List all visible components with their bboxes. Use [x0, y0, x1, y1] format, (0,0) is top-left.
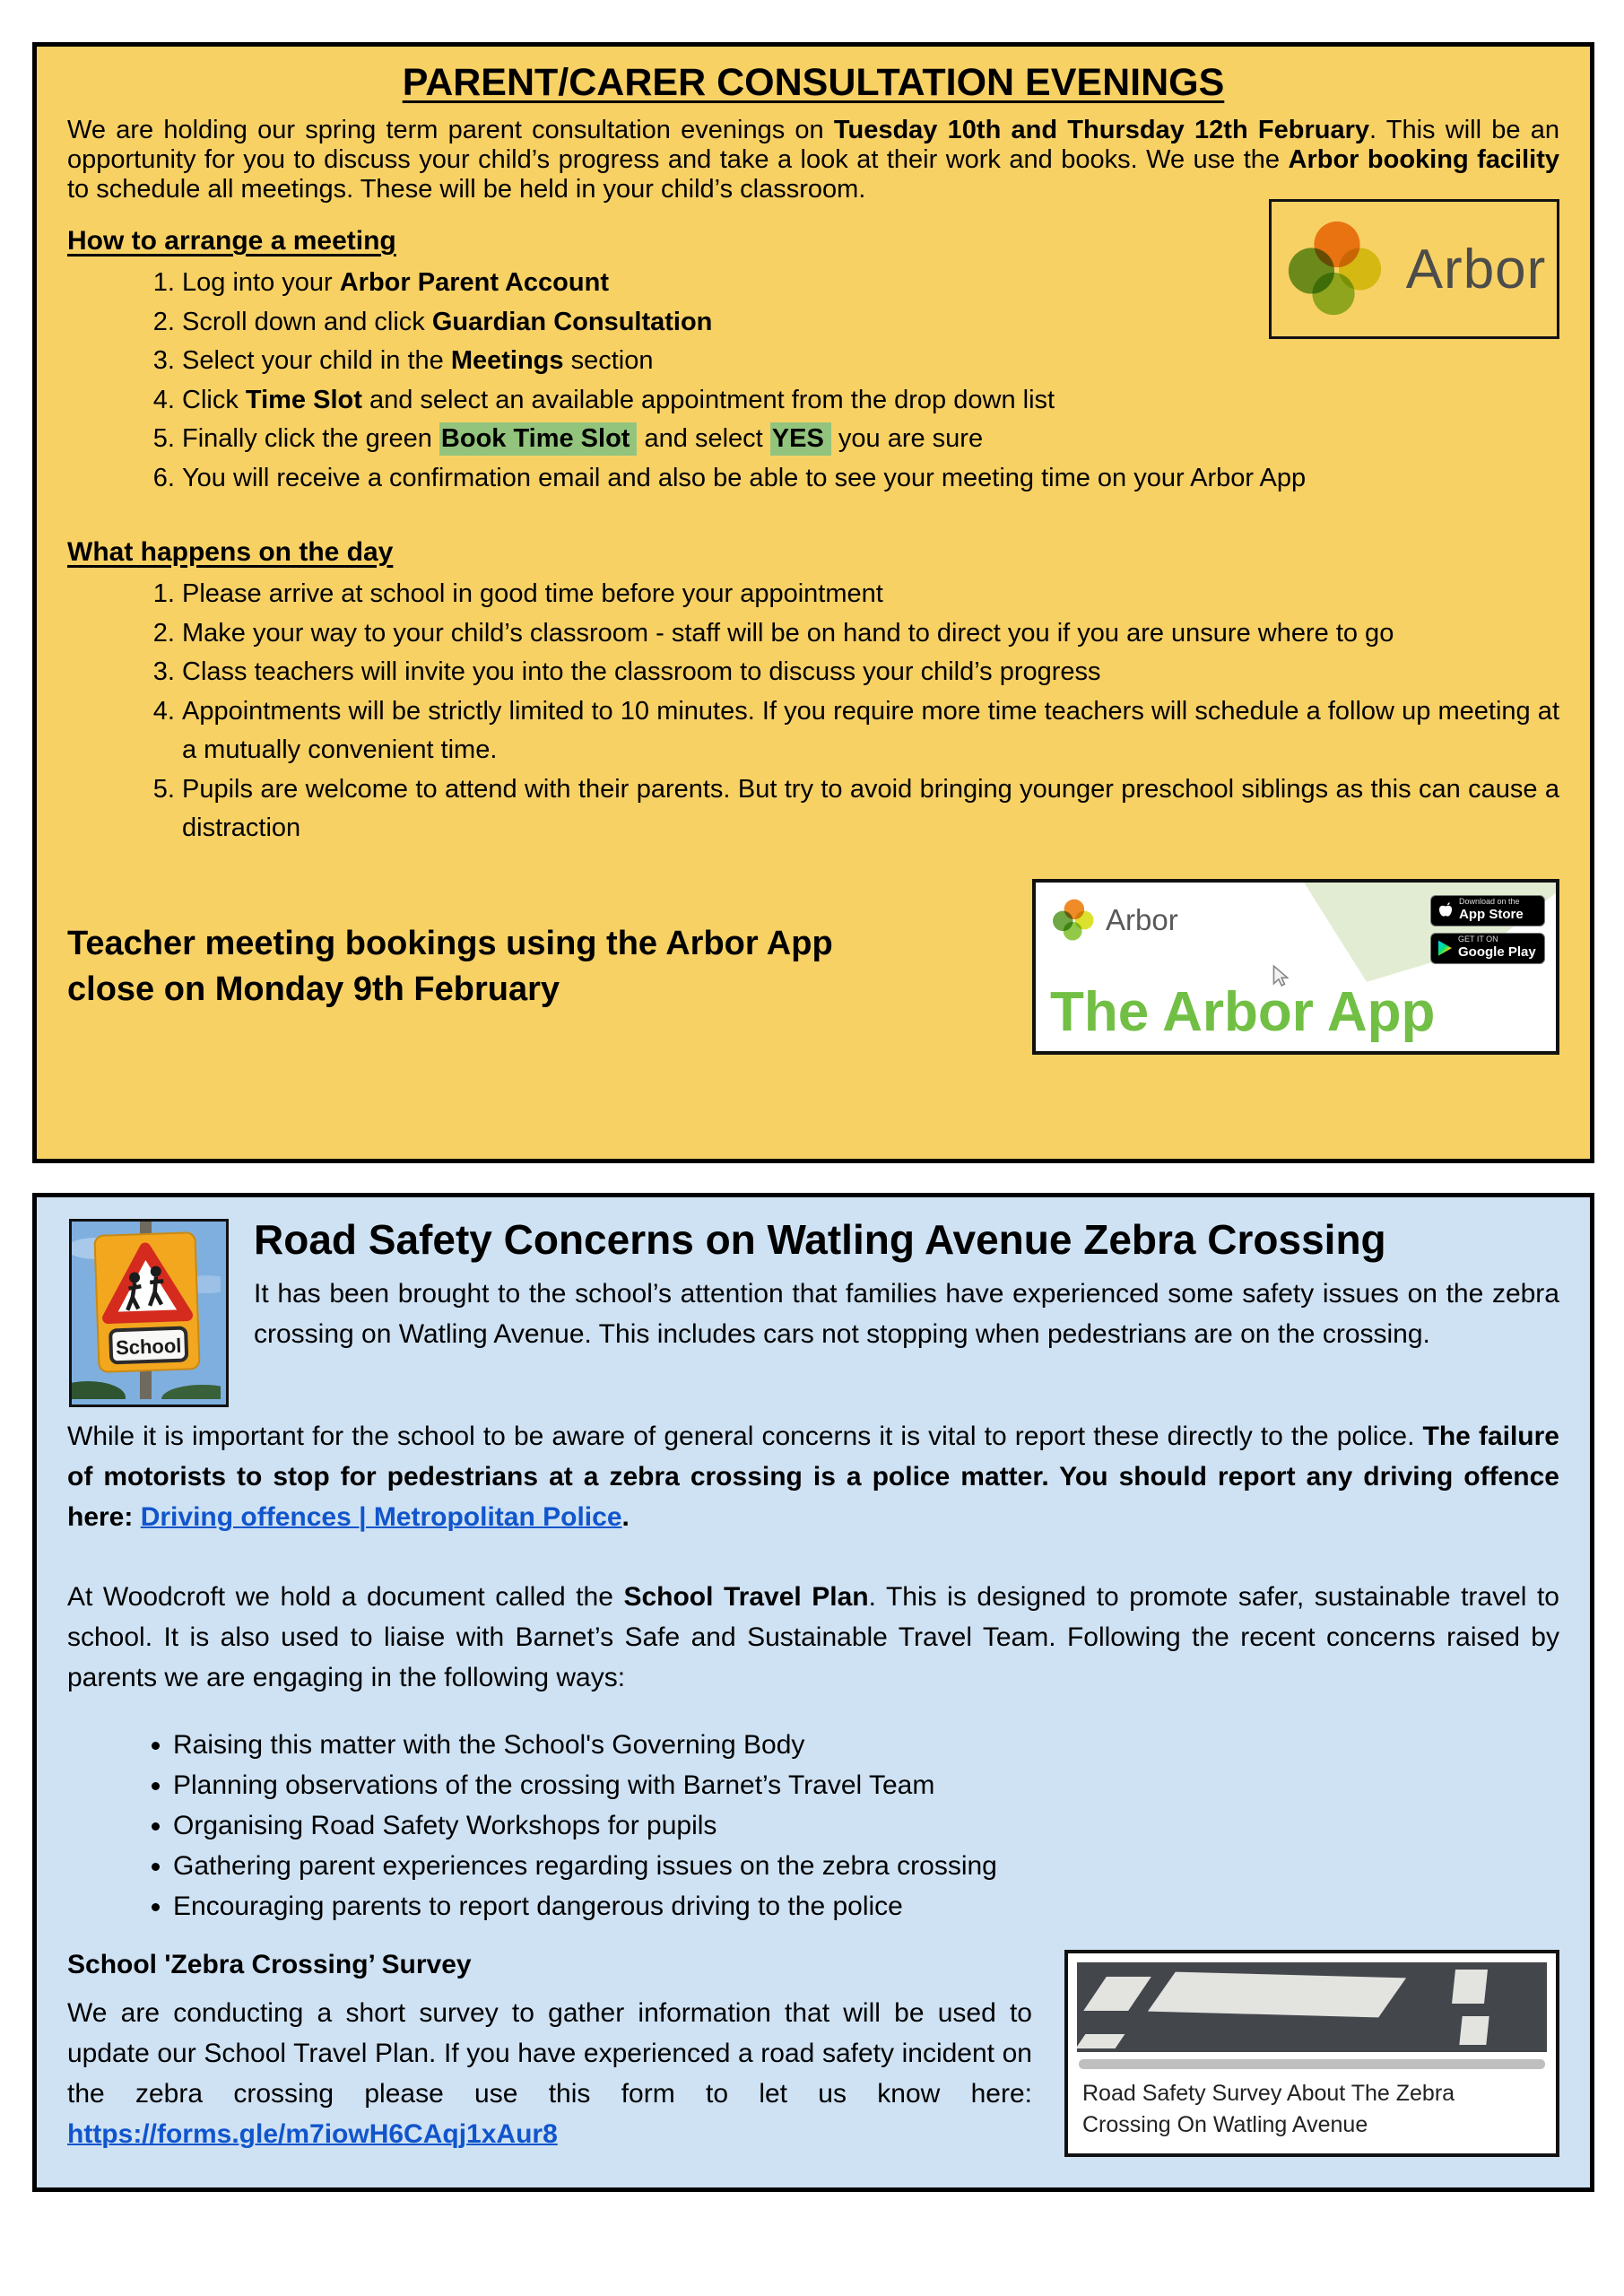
survey-heading: School 'Zebra Crossing’ Survey	[67, 1950, 472, 1979]
survey-card-caption: Road Safety Survey About The Zebra Crossing On Watling Avenue	[1082, 2081, 1455, 2137]
run: section	[563, 346, 654, 376]
list-item	[182, 342, 1559, 381]
list-item: 4. Appointments will be strictly limited to 10 minutes. If you require more time teachers will schedule a follow up meeting at a mutually convenient time.	[182, 692, 1559, 770]
intro-arbor-bold: Arbor booking facility	[1288, 145, 1559, 175]
met-police-link[interactable]: Driving offences | Metropolitan Police	[140, 1502, 622, 1532]
list-item: • Organising Road Safety Workshops for pupils	[173, 1805, 1559, 1846]
list-item: 5. Pupils are welcome to attend with their parents. But try to avoid bringing younger preschool siblings as this can cause a distraction	[182, 770, 1559, 848]
survey-row	[67, 1950, 1559, 2157]
yes-highlight: YES	[770, 422, 831, 456]
run: While it is important for the school to be aware of general concerns it is vital to report these directly to the police.	[67, 1422, 1423, 1451]
google-play-icon	[1438, 941, 1452, 956]
run-bold: Arbor Parent Account	[339, 268, 609, 298]
list-item: • Planning observations of the crossing with Barnet’s Travel Team	[173, 1765, 1559, 1805]
intro-run: to schedule all meetings. These will be held in your child’s classroom.	[67, 175, 866, 204]
survey-form-link[interactable]: https://forms.gle/m7iowH6CAqj1xAur8	[67, 2119, 558, 2149]
road-safety-intro: It has been brought to the school’s attention that families have experienced some safety issues on the zebra crossing on Watling Avenue. This includes cars not stopping when pedestrians are on the crossing.	[254, 1278, 1559, 1349]
consultation-section	[32, 42, 1594, 1163]
list-item: 3. Class teachers will invite you into the classroom to discuss your child’s progress	[182, 653, 1559, 692]
list-item	[182, 459, 1559, 499]
badge-caption: Download on the	[1459, 897, 1520, 907]
road-safety-title: Road Safety Concerns on Watling Avenue Zebra Crossing	[254, 1216, 1386, 1263]
zebra-stripe	[1452, 1970, 1488, 2004]
arbor-logo-icon	[1282, 216, 1388, 322]
arbor-wordmark: Arbor	[1106, 902, 1178, 936]
run-bold: School Travel Plan	[623, 1582, 869, 1612]
arbor-app-banner	[1032, 879, 1559, 1055]
store-badges	[1430, 895, 1545, 964]
school-crossing-sign-icon	[72, 1222, 221, 1399]
on-day-block	[67, 530, 1559, 848]
consultation-intro	[67, 116, 1559, 204]
arbor-app-logo	[1050, 897, 1178, 944]
apple-icon	[1438, 902, 1453, 919]
zebra-stripe	[1083, 1977, 1151, 2011]
run: and select	[637, 424, 770, 454]
arbor-logo-icon	[1050, 897, 1097, 944]
road-safety-section	[32, 1193, 1594, 2192]
badge-label: Google Play	[1458, 944, 1536, 961]
list-item	[182, 420, 1559, 459]
run: At Woodcroft we hold a document called the	[67, 1582, 624, 1612]
list-item: 1. Please arrive at school in good time before your appointment	[182, 575, 1559, 614]
arbor-wordmark: Arbor	[1405, 238, 1547, 300]
google-play-badge[interactable]	[1430, 933, 1545, 964]
run-bold: The failure of motorists to stop for pedestrians at a zebra crossing is a police matter. You should report any driving offence here:	[67, 1422, 1559, 1532]
list-item	[182, 381, 1559, 421]
run: We are conducting a short survey to gather information that will be used to update our School Travel Plan. If you have experienced a road safety incident on the zebra crossing please use this form to let us know here:	[67, 1998, 1032, 2109]
intro-run: . This will be an opportunity for you to discuss your child’s progress and take a look at their work and books. We use the	[67, 116, 1560, 175]
intro-run: We are holding our spring term parent consultation evenings on	[67, 116, 834, 144]
run: Click	[182, 385, 246, 414]
run: Log into your	[182, 268, 340, 298]
zebra-crossing-photo	[1077, 1962, 1547, 2052]
run-bold: Time Slot	[245, 385, 362, 414]
closing-row	[67, 879, 1559, 1055]
zebra-stripe	[1148, 1972, 1406, 2018]
booking-deadline-text: Teacher meeting bookings using the Arbor App close on Monday 9th February	[67, 925, 833, 1008]
survey-paragraph	[67, 1993, 1032, 2154]
school-sign-label: School	[115, 1334, 182, 1360]
run: and select an available appointment from the drop down list	[361, 385, 1055, 414]
consultation-title: PARENT/CARER CONSULTATION EVENINGS	[402, 61, 1225, 104]
arbor-logo-box	[1269, 199, 1559, 339]
how-to-block	[67, 219, 1559, 498]
app-store-badge[interactable]	[1430, 895, 1545, 926]
arbor-app-title: The Arbor App	[1050, 980, 1436, 1043]
on-day-list	[67, 575, 1559, 848]
survey-text-column	[67, 1950, 1032, 2154]
run-bold: Guardian Consultation	[431, 307, 713, 336]
on-day-heading: What happens on the day	[67, 537, 394, 568]
list-item: • Gathering parent experiences regarding issues on the zebra crossing	[173, 1846, 1559, 1886]
run: you are sure	[830, 424, 984, 454]
card-divider	[1079, 2059, 1545, 2069]
intro-dates: Tuesday 10th and Thursday 12th February	[833, 116, 1369, 144]
run: Finally click the green	[182, 424, 439, 454]
engagement-bullet-list	[67, 1725, 1559, 1926]
run: . This is designed to promote safer, sustainable travel to school. It is also used to liaise with Barnet’s Safe and Sustainable Travel Team. Following the recent concerns raised by parents we are engaging in the following ways:	[67, 1582, 1559, 1692]
badge-label: App Store	[1459, 907, 1524, 923]
run-bold: Meetings	[450, 346, 564, 376]
survey-card[interactable]	[1064, 1950, 1559, 2157]
book-time-slot-highlight: Book Time Slot	[439, 422, 638, 456]
run: Scroll down and click	[182, 307, 432, 336]
travel-plan-paragraph	[67, 1577, 1559, 1698]
run: You will receive a confirmation email and also be able to see your meeting time on your Arbor App	[182, 463, 1307, 492]
report-paragraph	[67, 1416, 1559, 1537]
school-sign-image	[69, 1219, 229, 1407]
zebra-stripe	[1459, 2016, 1489, 2045]
how-to-heading: How to arrange a meeting	[67, 226, 396, 257]
run-bold: .	[621, 1502, 630, 1532]
list-item: • Encouraging parents to report dangerous driving to the police	[173, 1886, 1559, 1926]
run: Select your child in the	[182, 346, 451, 376]
list-item: • Raising this matter with the School's Governing Body	[173, 1725, 1559, 1765]
zebra-stripe	[1077, 2034, 1125, 2048]
list-item: 2. Make your way to your child’s classroom - staff will be on hand to direct you if you are unsure where to go	[182, 614, 1559, 654]
badge-caption: GET IT ON	[1458, 935, 1498, 944]
